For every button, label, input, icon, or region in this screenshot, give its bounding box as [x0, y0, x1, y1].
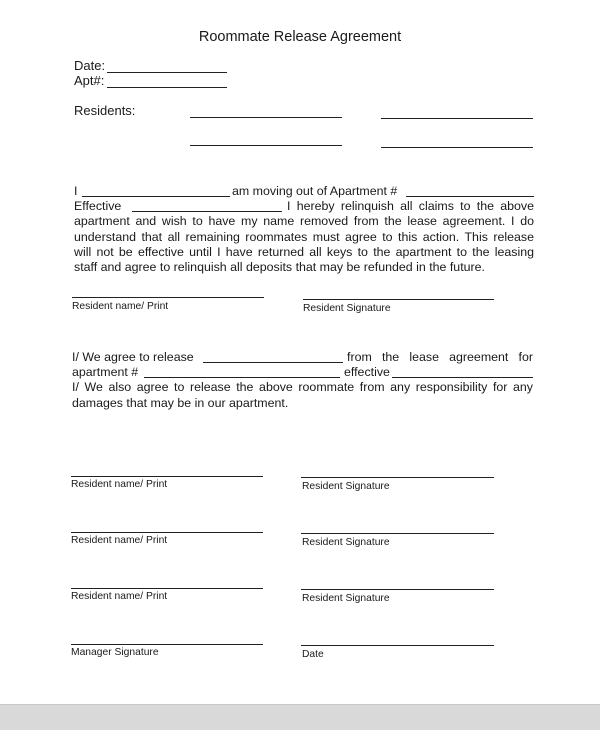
agreement-line-1 — [72, 350, 533, 365]
apartment-number-blank-line — [406, 196, 534, 197]
roommate-name-blank-line — [203, 362, 343, 363]
signature-row-3-left-label: Resident name/ Print — [71, 591, 168, 602]
release-signature-label: Resident Signature — [303, 303, 391, 314]
signature-row-4-right-label: Date — [302, 649, 324, 660]
release-paragraph — [74, 184, 534, 275]
signature-row-2-right-label: Resident Signature — [302, 537, 390, 548]
release-name-label: Resident name/ Print — [72, 301, 169, 312]
signature-row-1-right-label: Resident Signature — [302, 481, 390, 492]
agreement-paragraph — [72, 350, 533, 411]
moving-out-text: am moving out of Apartment # — [232, 184, 398, 198]
date-label: Date: — [74, 58, 106, 73]
resident-blank-line-4 — [381, 147, 533, 148]
agreement-effective-blank-line — [392, 377, 533, 378]
agree-release-text: I/ We agree to release — [72, 350, 194, 364]
agreement-effective-label: effective — [344, 365, 390, 380]
signature-row-2-left-line — [71, 532, 263, 533]
signature-row-1-left-line — [71, 476, 263, 477]
signature-row-3-right-line — [301, 589, 494, 590]
date-blank-line — [107, 72, 227, 73]
signature-row-2-right-line — [301, 533, 494, 534]
release-i: I — [74, 184, 78, 198]
apt-label: Apt#: — [74, 73, 105, 88]
resident-blank-line-1 — [190, 117, 342, 118]
signature-row-3-right-label: Resident Signature — [302, 593, 390, 604]
release-line-5: will not be effective until I have returned all keys to the apartment to the leasing — [74, 244, 534, 259]
release-name-line — [72, 297, 264, 298]
agreement-line-4: damages that may be in our apartment. — [72, 395, 289, 410]
document-title: Roommate Release Agreement — [198, 29, 402, 45]
resident-blank-line-2 — [381, 118, 533, 119]
agreement-line-3: I/ We also agree to release the above roommate from any responsibility for any — [72, 380, 533, 395]
apt-blank-line — [107, 87, 227, 88]
release-line-3: apartment and wish to have my name removed from the lease agreement. I do — [74, 214, 534, 229]
from-lease-text: from the lease agreement for — [347, 350, 533, 364]
release-line-4: understand that all remaining roommates must agree to this action. This release — [74, 229, 534, 244]
signature-row-1-right-line — [301, 477, 494, 478]
signature-row-3-left-line — [71, 588, 263, 589]
signature-row-4-left-line — [71, 644, 263, 645]
residents-label: Residents: — [74, 103, 136, 118]
release-signature-line — [303, 299, 494, 300]
release-line-1 — [74, 184, 534, 199]
agreement-apartment-blank-line — [144, 377, 340, 378]
signature-row-4-left-label: Manager Signature — [71, 647, 159, 658]
name-blank-line — [82, 196, 230, 197]
release-line-2 — [74, 199, 534, 214]
release-line-6: staff and agree to relinquish all deposits that may be refunded in the future. — [74, 259, 485, 274]
agreement-line-2 — [72, 365, 533, 380]
effective-date-blank-line — [132, 211, 282, 212]
relinquish-text: I hereby relinquish all claims to the above — [287, 199, 534, 214]
signature-row-2-left-label: Resident name/ Print — [71, 535, 168, 546]
signature-row-1-left-label: Resident name/ Print — [71, 479, 168, 490]
apartment-number-label: apartment # — [72, 365, 139, 380]
signature-row-4-right-line — [301, 645, 494, 646]
effective-label: Effective — [74, 199, 122, 214]
resident-blank-line-3 — [190, 145, 342, 146]
